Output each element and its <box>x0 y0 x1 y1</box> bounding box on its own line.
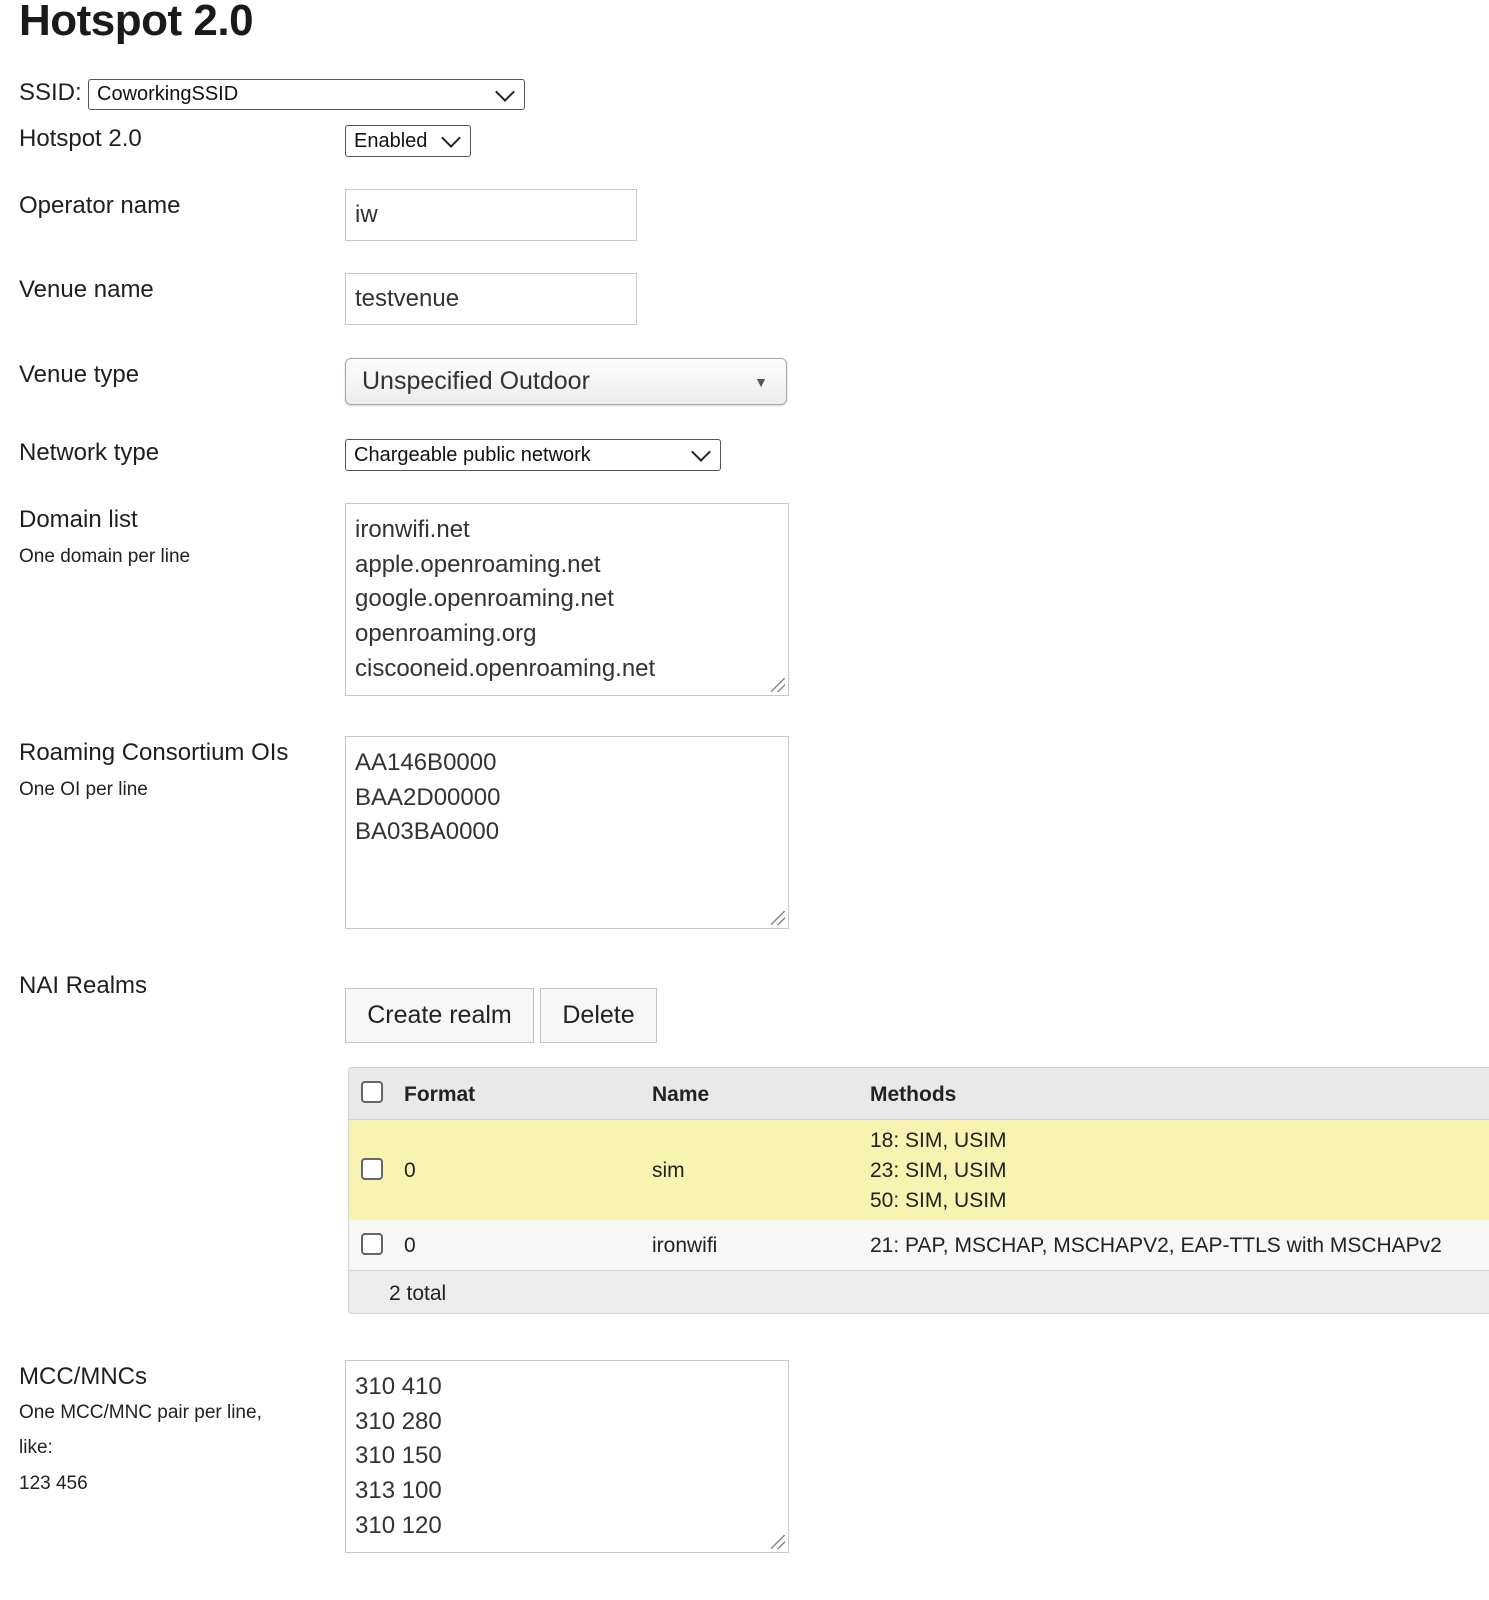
oi-line: BA03BA0000 <box>355 818 500 846</box>
operator-name-value: iw <box>355 201 378 228</box>
create-realm-button[interactable]: Create realm <box>345 988 534 1043</box>
row-checkbox[interactable] <box>361 1158 383 1180</box>
resize-handle-icon[interactable] <box>771 1535 785 1549</box>
cell-name: ironwifi <box>652 1234 718 1257</box>
resize-handle-icon[interactable] <box>771 678 785 692</box>
venue-name-input[interactable] <box>345 273 637 325</box>
chevron-down-icon <box>495 82 515 102</box>
table-row[interactable] <box>349 1120 1489 1220</box>
page-title: Hotspot 2.0 <box>19 0 254 45</box>
roaming-ois-label: Roaming Consortium OIs <box>19 739 289 766</box>
table-header <box>349 1068 1489 1120</box>
cell-name: sim <box>652 1159 685 1182</box>
ssid-select[interactable] <box>88 79 525 110</box>
select-all-checkbox[interactable] <box>361 1081 383 1103</box>
mcc-mnc-line: 313 100 <box>355 1477 442 1505</box>
column-format: Format <box>404 1083 476 1106</box>
roaming-ois-textarea[interactable] <box>345 736 789 929</box>
domain-line: ironwifi.net <box>355 516 470 543</box>
cell-method: 23: SIM, USIM <box>870 1159 1007 1182</box>
table-footer <box>349 1272 1489 1314</box>
chevron-down-icon <box>691 442 711 462</box>
cell-format: 0 <box>404 1159 416 1182</box>
column-name: Name <box>652 1083 710 1106</box>
mcc-mnc-line: 310 150 <box>355 1442 442 1470</box>
mcc-mnc-line: 310 410 <box>355 1373 442 1400</box>
mcc-mnc-label: MCC/MNCs <box>19 1363 147 1390</box>
operator-name-input[interactable] <box>345 189 637 241</box>
venue-type-label: Venue type <box>19 361 140 388</box>
table-row[interactable] <box>349 1220 1489 1271</box>
venue-name-value: testvenue <box>355 285 460 312</box>
domain-line: ciscooneid.openroaming.net <box>355 654 656 682</box>
domain-line: google.openroaming.net <box>355 585 614 613</box>
venue-type-value: Unspecified Outdoor <box>362 367 590 395</box>
row-checkbox[interactable] <box>361 1233 383 1255</box>
ssid-select-value: CoworkingSSID <box>97 83 239 105</box>
venue-name-label: Venue name <box>19 276 154 303</box>
operator-name-label: Operator name <box>19 192 181 219</box>
domain-list-textarea[interactable] <box>345 503 789 696</box>
column-methods: Methods <box>870 1083 957 1106</box>
mcc-mnc-line: 310 120 <box>355 1511 442 1539</box>
domain-line: apple.openroaming.net <box>355 550 601 578</box>
mcc-mnc-example: 123 456 <box>19 1473 88 1494</box>
resize-handle-icon[interactable] <box>771 911 785 925</box>
oi-line: BAA2D00000 <box>355 783 501 811</box>
domain-list-label: Domain list <box>19 506 138 533</box>
cell-method: 18: SIM, USIM <box>870 1129 1007 1152</box>
total-count: 2 total <box>389 1282 447 1305</box>
cell-format: 0 <box>404 1234 416 1257</box>
domain-line: openroaming.org <box>355 620 537 648</box>
hotspot-label: Hotspot 2.0 <box>19 125 142 152</box>
network-type-label: Network type <box>19 439 160 466</box>
roaming-ois-hint: One OI per line <box>19 779 148 800</box>
ssid-label: SSID: <box>19 79 82 106</box>
nai-realms-table <box>348 1067 1489 1314</box>
hotspot-select[interactable] <box>345 125 471 157</box>
domain-list-hint: One domain per line <box>19 546 191 567</box>
mcc-mnc-hint: like: <box>19 1437 53 1458</box>
mcc-mnc-textarea[interactable] <box>345 1360 789 1553</box>
network-type-value: Chargeable public network <box>354 443 591 466</box>
cell-method: 21: PAP, MSCHAP, MSCHAPV2, EAP-TTLS with MSCHAPv2 <box>870 1234 1442 1257</box>
triangle-down-icon: ▼ <box>754 373 768 390</box>
venue-type-select[interactable] <box>345 358 787 405</box>
nai-realms-label: NAI Realms <box>19 972 148 999</box>
cell-method: 50: SIM, USIM <box>870 1189 1007 1212</box>
hotspot-select-value: Enabled <box>354 129 428 152</box>
delete-button[interactable]: Delete <box>540 988 657 1043</box>
network-type-select[interactable] <box>345 439 721 471</box>
oi-line: AA146B0000 <box>355 749 497 776</box>
mcc-mnc-hint: One MCC/MNC pair per line, <box>19 1402 262 1423</box>
mcc-mnc-line: 310 280 <box>355 1407 442 1435</box>
chevron-down-icon <box>441 128 461 148</box>
